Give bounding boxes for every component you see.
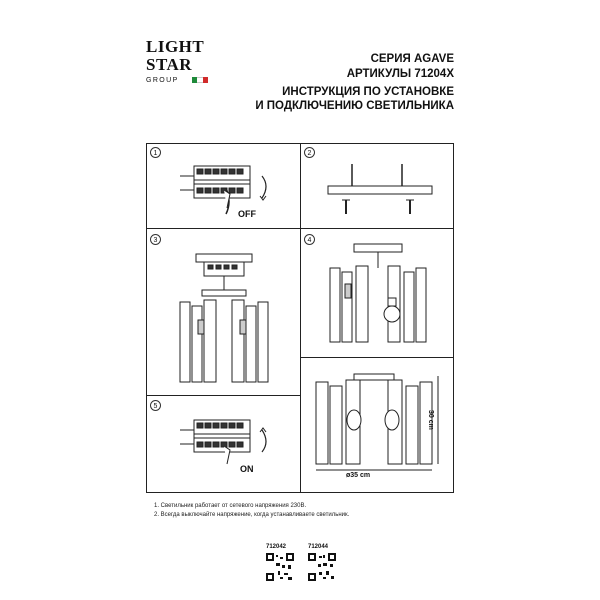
dimensions-illustration — [314, 370, 444, 480]
brand-logo — [146, 38, 208, 102]
step-3-badge: 3 — [150, 234, 161, 245]
logo-group-text: GROUP — [146, 77, 179, 84]
instruction-title-line-2: И ПОДКЛЮЧЕНИЮ СВЕТИЛЬНИКА — [255, 100, 454, 112]
instruction-title-line-1: ИНСТРУКЦИЯ ПО УСТАНОВКЕ — [282, 86, 454, 98]
note-safety: 2. Всегда выключайте напряжение, когда устанавливаете светильник. — [154, 512, 350, 518]
step-2-badge: 2 — [304, 147, 315, 158]
mounting-plate-illustration — [322, 160, 442, 218]
on-label: ON — [240, 464, 254, 474]
qr-code-1-icon — [266, 553, 294, 581]
step-1-badge: 1 — [150, 147, 161, 158]
logo-line-1: LIGHT — [146, 37, 205, 56]
italian-flag-icon — [192, 77, 208, 83]
logo-line-2: STAR — [146, 55, 193, 74]
note-voltage: 1. Светильник работает от сетевого напряжения 230В. — [154, 503, 307, 509]
grid-divider-right — [300, 357, 454, 358]
breaker-on-illustration — [180, 412, 280, 472]
articles-title: АРТИКУЛЫ 71204X — [346, 68, 454, 80]
bulb-install-illustration — [326, 242, 430, 350]
grid-divider-left — [146, 395, 300, 396]
series-title: СЕРИЯ AGAVE — [370, 53, 454, 65]
height-label: 30 cm — [427, 410, 434, 430]
qr-code-label-1: 712042 — [266, 544, 287, 550]
off-label: OFF — [238, 209, 256, 219]
grid-divider-row1 — [146, 228, 454, 229]
step-4-badge: 4 — [304, 234, 315, 245]
qr-code-2-icon — [308, 553, 336, 581]
diameter-label: ø35 cm — [346, 472, 371, 479]
breaker-off-illustration — [180, 158, 280, 218]
step-5-badge: 5 — [150, 400, 161, 411]
grid-divider-vertical — [300, 143, 301, 493]
exploded-fixture-illustration — [176, 250, 276, 390]
qr-code-label-2: 712044 — [308, 544, 329, 550]
